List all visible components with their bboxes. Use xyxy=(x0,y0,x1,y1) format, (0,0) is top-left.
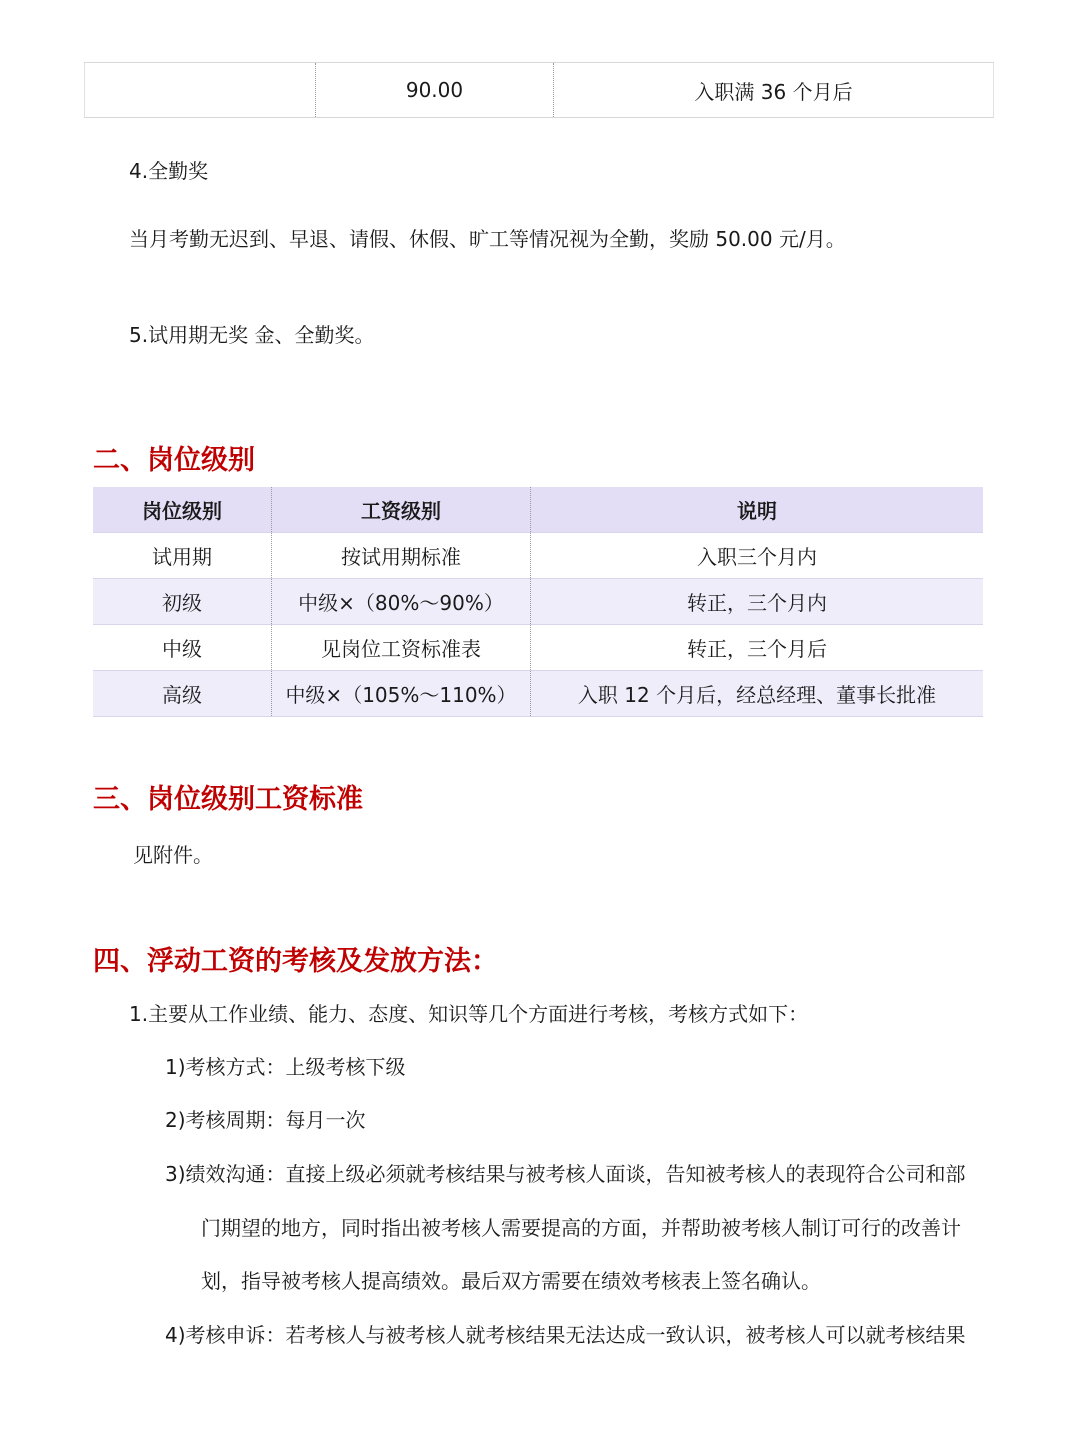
table-cell: 见岗位工资标准表 xyxy=(272,625,531,671)
section-3-body: 见附件。 xyxy=(133,843,213,867)
table-cell: 中级×（105%～110%） xyxy=(272,671,531,717)
table-cell: 按试用期标准 xyxy=(272,533,531,579)
table-header-cell: 说明 xyxy=(531,487,984,533)
bonus-table-cell-condition: 入职满 36 个月后 xyxy=(553,63,994,117)
table-header-cell: 岗位级别 xyxy=(93,487,272,533)
table-row xyxy=(93,579,983,625)
bonus-table-last-row xyxy=(84,62,994,118)
table-cell: 中级×（80%～90%） xyxy=(272,579,531,625)
table-row xyxy=(93,625,983,671)
bonus-table-cell xyxy=(84,63,315,117)
item-5: 5.试用期无奖 金、全勤奖。 xyxy=(129,323,375,347)
section-4-sub-2: 2)考核周期：每月一次 xyxy=(165,1108,366,1132)
table-header-row xyxy=(93,487,983,533)
item-4-title: 4.全勤奖 xyxy=(129,159,209,183)
table-header-cell: 工资级别 xyxy=(272,487,531,533)
table-cell: 转正，三个月后 xyxy=(531,625,984,671)
table-cell: 中级 xyxy=(93,625,272,671)
table-cell: 试用期 xyxy=(93,533,272,579)
section-4-sub-3-line-2: 门期望的地方，同时指出被考核人需要提高的方面，并帮助被考核人制订可行的改善计 xyxy=(201,1216,961,1240)
table-row xyxy=(93,671,983,717)
position-level-table xyxy=(93,486,983,717)
section-4-sub-3-line-1: 3)绩效沟通：直接上级必须就考核结果与被考核人面谈，告知被考核人的表现符合公司和部 xyxy=(165,1162,966,1186)
section-4-sub-4-line-1: 4)考核申诉：若考核人与被考核人就考核结果无法达成一致认识，被考核人可以就考核结果 xyxy=(165,1323,966,1347)
table-cell: 高级 xyxy=(93,671,272,717)
bonus-table-cell-amount: 90.00 xyxy=(315,63,553,117)
item-4-body: 当月考勤无迟到、早退、请假、休假、旷工等情况视为全勤，奖励 50.00 元/月。 xyxy=(129,227,846,251)
section-4-sub-1: 1)考核方式：上级考核下级 xyxy=(165,1055,406,1079)
section-3-heading: 三、岗位级别工资标准 xyxy=(93,784,363,815)
table-row xyxy=(93,533,983,579)
section-2-heading: 二、岗位级别 xyxy=(93,445,255,476)
section-4-sub-3-line-3: 划，指导被考核人提高绩效。最后双方需要在绩效考核表上签名确认。 xyxy=(201,1269,821,1293)
table-cell: 入职 12 个月后，经总经理、董事长批准 xyxy=(531,671,984,717)
table-cell: 转正，三个月内 xyxy=(531,579,984,625)
section-4-item-1: 1.主要从工作业绩、能力、态度、知识等几个方面进行考核，考核方式如下： xyxy=(129,1002,809,1026)
table-cell: 入职三个月内 xyxy=(531,533,984,579)
table-cell: 初级 xyxy=(93,579,272,625)
section-4-heading: 四、浮动工资的考核及发放方法： xyxy=(93,946,498,977)
